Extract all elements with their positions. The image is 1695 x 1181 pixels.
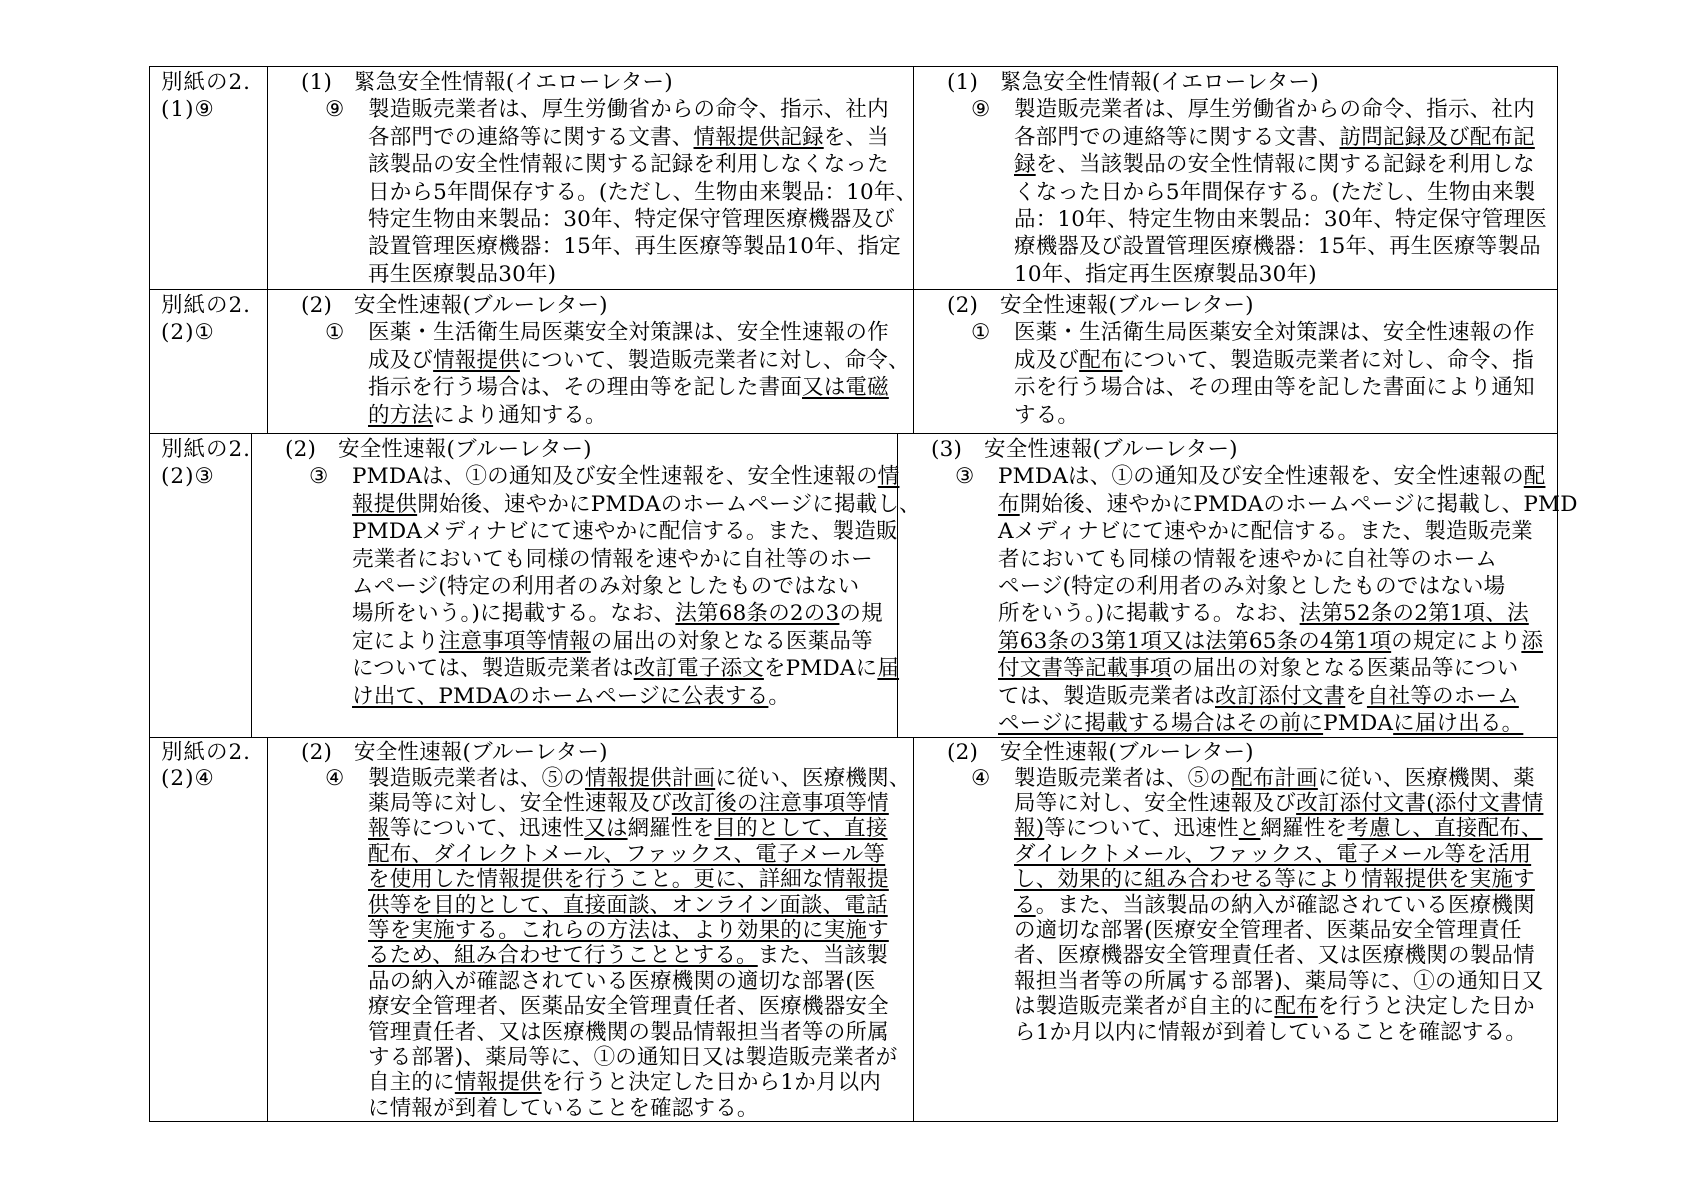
- text-segment: 網羅性を: [1260, 816, 1348, 842]
- text-line: [1014, 994, 1557, 1019]
- text-segment: により通知する。: [433, 402, 607, 428]
- underlined-change: ページに掲載する場合はその前に: [998, 710, 1324, 736]
- current-text-cell: [898, 434, 1578, 737]
- text-line: 医薬・生活衛生局医薬安全対策課は、安全性速報の作: [1014, 320, 1535, 346]
- text-line: [368, 867, 913, 892]
- underlined-change: 届: [877, 656, 900, 682]
- current-text-cell: [914, 67, 1557, 289]
- section-heading: [898, 436, 1578, 463]
- underlined-change: 又は電磁: [802, 375, 889, 401]
- section-title: 緊急安全性情報(イエローレター): [354, 70, 673, 95]
- underlined-change: 自社等のホーム: [1366, 683, 1519, 709]
- underlined-change: 配布: [1079, 347, 1123, 373]
- text-segment: 局等に対し、安全性速報及び: [1014, 791, 1297, 817]
- text-segment: 各部門での連絡等に関する文書、: [368, 124, 694, 150]
- text-line: [998, 683, 1578, 710]
- underlined-change: 改訂添付文書(添付文書情: [1296, 791, 1544, 817]
- cell-content: [252, 434, 921, 710]
- underlined-change: 等を実施する。これらの方法は、より効果的に実施す: [368, 918, 889, 944]
- text-line: 者においても同様の情報を速やかに自社等のホーム: [998, 546, 1498, 572]
- text-line: 日から5年間保存する。(ただし、生物由来製品：10年、: [368, 179, 918, 205]
- text-segment: については、製造販売業者は: [352, 656, 634, 682]
- text-line: [352, 628, 897, 655]
- underlined-change: を使用した情報提供を行うこと。更に、詳細な情報提: [368, 867, 889, 893]
- text-segment: をPMDAに: [763, 656, 878, 682]
- underlined-change: 録: [1014, 152, 1036, 178]
- reference-label: (2)④: [161, 765, 215, 791]
- table-row: [150, 737, 1557, 1121]
- item-body: [914, 96, 1557, 288]
- text-segment: を、当: [823, 124, 889, 150]
- section-heading: [252, 436, 897, 463]
- underlined-change: 注意事項等情報: [438, 628, 591, 654]
- section-heading: [914, 292, 1557, 319]
- section-heading: [914, 740, 1557, 765]
- text-line: 品の納入が確認されている医療機関の適切な部署(医: [368, 968, 876, 994]
- text-line: 者、医療機器安全管理責任者、又は医療機関の製品情: [1014, 943, 1535, 969]
- table-row: [150, 433, 1578, 737]
- text-segment: 開始後、速やかにPMDAのホームページに掲載し、PMD: [1019, 491, 1578, 517]
- text-segment: 各部門での連絡等に関する文書、: [1014, 124, 1340, 150]
- text-line: [1014, 893, 1557, 918]
- cell-content: [268, 290, 913, 429]
- text-segment: を、当該製品の安全性情報に関する記録を利用しな: [1035, 152, 1535, 178]
- underlined-change: 目的として、直接: [714, 816, 888, 842]
- text-line: [368, 124, 913, 151]
- text-segment: を: [1345, 683, 1367, 709]
- underlined-change: 情報提供: [454, 1070, 542, 1096]
- revised-text-cell: [268, 738, 914, 1121]
- section-title: 安全性速報(ブルーレター): [984, 437, 1238, 462]
- text-segment: 開始後、速やかにPMDAのホームページに掲載し、: [417, 491, 921, 517]
- underlined-change: 又は: [584, 816, 628, 842]
- table-row: [150, 289, 1557, 433]
- text-line: 療機器及び設置管理医療機器：15年、再生医療等製品: [1014, 234, 1541, 260]
- text-line: [368, 943, 913, 968]
- section-number: (3): [931, 437, 963, 462]
- text-line: [368, 402, 913, 429]
- section-number: (1): [947, 70, 979, 95]
- text-line: [368, 816, 913, 841]
- item-body: [268, 319, 913, 429]
- underlined-change: に届け出る。: [1393, 710, 1524, 736]
- text-line: PMDAメディナビにて速やかに配信する。また、製造販: [352, 519, 898, 545]
- text-line: 再生医療製品30年): [368, 261, 557, 287]
- text-segment: 。: [768, 683, 791, 709]
- reference-label: (1)⑨: [161, 97, 215, 123]
- table-row: [150, 67, 1557, 289]
- text-line: [352, 683, 897, 710]
- text-line: ムページ(特定の利用者のみ対象としたものではない: [352, 573, 860, 599]
- section-title: 緊急安全性情報(イエローレター): [1000, 70, 1319, 95]
- reference-label: 別紙の2.: [161, 293, 252, 318]
- reference-label: 別紙の2.: [161, 740, 252, 766]
- text-line: [368, 374, 913, 401]
- current-text-cell: [914, 290, 1557, 433]
- section-number: (1): [301, 70, 333, 95]
- text-segment: に従い、医療機関、薬: [1317, 765, 1535, 791]
- text-line: [368, 1070, 913, 1095]
- text-line: [368, 918, 913, 943]
- reference-label: 別紙の2.: [161, 70, 252, 95]
- text-line: の適切な部署(医療安全管理者、医薬品安全管理責任: [1014, 918, 1522, 944]
- underlined-change: 報): [1014, 816, 1045, 842]
- text-line: に情報が到着していることを確認する。: [368, 1095, 759, 1121]
- text-segment: 場所をいう。)に掲載する。なお、: [352, 601, 676, 627]
- text-line: [368, 347, 913, 374]
- section-number: (2): [301, 293, 333, 318]
- item-body: [898, 463, 1578, 737]
- underlined-change: 法第52条の2第1項、法: [1299, 601, 1529, 627]
- text-segment: について、製造販売業者に対し、命令、: [519, 347, 910, 373]
- text-line: 医薬・生活衛生局医薬安全対策課は、安全性速報の作: [368, 320, 889, 346]
- underlined-change: 布: [998, 491, 1020, 517]
- text-segment: 。また、当該製品の納入が確認されている医療機関: [1035, 892, 1535, 918]
- text-line: [1014, 766, 1557, 791]
- section-number: (2): [301, 740, 333, 766]
- text-segment: PMDAは、①の通知及び安全性速報を、安全性速報の: [998, 464, 1524, 490]
- section-number: (2): [285, 437, 317, 462]
- text-line: [998, 710, 1578, 737]
- underlined-change: 配布計画: [1231, 765, 1318, 791]
- item-body: [914, 766, 1557, 1045]
- text-line: 10年、指定再生医療製品30年): [1014, 261, 1317, 287]
- underlined-change: 情報提供: [433, 347, 520, 373]
- text-line: [368, 893, 913, 918]
- text-line: [1014, 347, 1557, 374]
- text-line: 製造販売業者は、厚生労働省からの命令、指示、社内: [368, 97, 889, 123]
- cell-content: [268, 67, 918, 288]
- section-heading: [268, 69, 913, 96]
- text-line: 設置管理医療機器：15年、再生医療等製品10年、指定: [368, 234, 901, 260]
- text-segment: の届出の対象となる医薬品等につい: [1171, 656, 1519, 682]
- text-segment: 指示を行う場合は、その理由等を記した書面: [368, 375, 803, 401]
- item-number: ④: [325, 765, 345, 791]
- text-segment: ては、製造販売業者は: [998, 683, 1216, 709]
- text-segment: の規定により: [1391, 628, 1522, 654]
- text-line: 療安全管理者、医薬品安全管理責任者、医療機器安全: [368, 994, 889, 1020]
- underlined-change: ダイレクトメール、ファックス、電子メール等を活用: [1014, 841, 1532, 867]
- text-line: [998, 463, 1578, 490]
- text-line: [998, 491, 1578, 518]
- text-segment: の届出の対象となる医薬品等: [590, 628, 873, 654]
- text-segment: に従い、医療機関、: [715, 765, 911, 791]
- underlined-change: け出て、PMDAのホームページに公表する: [352, 683, 769, 709]
- text-segment: を行うと決定した日から1か月以内: [541, 1070, 882, 1096]
- section-title: 安全性速報(ブルーレター): [354, 740, 608, 766]
- text-line: [368, 766, 913, 791]
- text-line: 管理責任者、又は医療機関の製品情報担当者等の所属: [368, 1019, 889, 1045]
- text-line: [1014, 816, 1557, 841]
- text-segment: 等について、迅速性: [389, 816, 585, 842]
- underlined-change: 情: [877, 464, 900, 490]
- underlined-change: し、効果的に組み合わせる等により情報提供を実施す: [1014, 867, 1535, 893]
- underlined-change: 第63条の3第1項又は法第65条の4第1項: [998, 628, 1392, 654]
- text-line: [352, 491, 921, 518]
- text-line: [368, 842, 913, 867]
- text-segment: 成及び: [1014, 347, 1080, 373]
- text-line: ページ(特定の利用者のみ対象としたものではない場: [998, 573, 1506, 599]
- text-line: 示を行う場合は、その理由等を記した書面により通知: [1014, 375, 1535, 401]
- text-segment: PMDAは、①の通知及び安全性速報を、安全性速報の: [352, 464, 878, 490]
- cell-content: [914, 67, 1557, 288]
- text-segment: 成及び: [368, 347, 434, 373]
- reference-cell: [150, 67, 268, 289]
- text-line: [1014, 867, 1557, 892]
- section-heading: [268, 740, 913, 765]
- text-segment: 製造販売業者は、⑤の: [368, 765, 586, 791]
- underlined-change: 報提供: [352, 491, 418, 517]
- text-segment: 定により: [352, 628, 439, 654]
- underlined-change: 訪問記録及び配布記: [1339, 124, 1535, 150]
- revised-text-cell: [252, 434, 921, 737]
- text-segment: について、製造販売業者に対し、命令、指: [1122, 347, 1534, 373]
- underlined-change: 改訂添付文書: [1215, 683, 1346, 709]
- text-line: ら1か月以内に情報が到着していることを確認する。: [1014, 1019, 1527, 1045]
- item-number: ④: [971, 765, 991, 791]
- item-number: ③: [309, 464, 329, 490]
- section-number: (2): [947, 740, 979, 766]
- text-line: 品：10年、特定生物由来製品：30年、特定保守管理医: [1014, 206, 1547, 232]
- reference-label: 別紙の2.: [161, 437, 252, 462]
- underlined-change: 法第68条の2の3: [675, 601, 840, 627]
- text-line: 製造販売業者は、厚生労働省からの命令、指示、社内: [1014, 97, 1535, 123]
- text-line: [368, 791, 913, 816]
- underlined-change: 添: [1521, 628, 1544, 654]
- text-segment: 製造販売業者は、⑤の: [1014, 765, 1232, 791]
- text-line: する部署)、薬局等に、①の通知日又は製造販売業者が: [368, 1044, 898, 1070]
- underlined-change: 的方法: [368, 402, 434, 428]
- text-segment: 薬局等に対し、安全性速報及び: [368, 791, 672, 817]
- reference-label: (2)①: [161, 320, 215, 346]
- current-text-cell: [914, 738, 1557, 1121]
- reference-cell: [150, 738, 268, 1121]
- underlined-change: 配布: [1274, 994, 1318, 1020]
- underlined-change: 改訂電子添文: [633, 656, 764, 682]
- section-title: 安全性速報(ブルーレター): [1000, 293, 1254, 318]
- text-line: する。: [1014, 402, 1080, 428]
- underlined-change: 供等を目的として、直接面談、オンライン面談、電話: [368, 892, 888, 918]
- item-body: [914, 319, 1557, 429]
- item-number: ⑨: [325, 97, 345, 123]
- cell-content: [898, 434, 1578, 737]
- text-line: [998, 600, 1578, 627]
- underlined-change: 報: [368, 816, 390, 842]
- item-body: [268, 766, 913, 1121]
- underlined-change: 配布、ダイレクトメール、ファックス、電子メール等: [368, 841, 886, 867]
- text-segment: 等について、迅速性: [1044, 816, 1239, 842]
- text-line: [352, 463, 900, 490]
- comparison-table: [149, 66, 1578, 1122]
- section-heading: [914, 69, 1557, 96]
- section-title: 安全性速報(ブルーレター): [354, 293, 608, 318]
- text-segment: は製造販売業者が自主的に: [1014, 994, 1275, 1020]
- text-line: [1014, 842, 1557, 867]
- text-line: [352, 655, 900, 682]
- underlined-change: 付文書等記載事項: [998, 656, 1172, 682]
- item-body: [252, 463, 921, 710]
- text-line: [998, 655, 1578, 682]
- reference-cell: [150, 290, 268, 433]
- underlined-change: 配: [1523, 464, 1546, 490]
- section-number: (2): [947, 293, 979, 318]
- item-number: ①: [325, 320, 345, 346]
- text-line: 該製品の安全性情報に関する記録を利用しなくなった: [368, 152, 889, 178]
- underlined-change: るため、組み合わせて行うこととする。: [368, 943, 758, 969]
- item-body: [268, 96, 918, 288]
- text-segment: を行うと決定した日か: [1317, 994, 1535, 1020]
- section-title: 安全性速報(ブルーレター): [338, 437, 592, 462]
- text-line: [1014, 791, 1557, 816]
- item-number: ⑨: [971, 97, 991, 123]
- text-line: [352, 600, 897, 627]
- text-segment: 網羅性を: [627, 816, 715, 842]
- text-segment: 所をいう。)に掲載する。なお、: [998, 601, 1300, 627]
- underlined-change: 考慮し、直接配布、: [1347, 816, 1543, 842]
- text-segment: 自主的に: [368, 1070, 455, 1096]
- text-segment: の規: [839, 601, 883, 627]
- text-line: くなった日から5年間保存する。(ただし、生物由来製: [1014, 179, 1536, 205]
- text-line: 特定生物由来製品：30年、特定保守管理医療機器及び: [368, 206, 895, 232]
- item-number: ①: [971, 320, 991, 346]
- text-line: Aメディナビにて速やかに配信する。また、製造販売業: [998, 519, 1533, 545]
- text-line: [998, 628, 1578, 655]
- text-line: 売業者においても同様の情報を速やかに自社等のホー: [352, 546, 873, 572]
- underlined-change: 改訂後の注意事項等情: [671, 791, 889, 817]
- revised-text-cell: [268, 67, 918, 289]
- cell-content: [914, 738, 1557, 1045]
- revised-text-cell: [268, 290, 914, 433]
- text-line: [1014, 151, 1557, 178]
- text-segment: PMDA: [1323, 710, 1394, 736]
- item-number: ③: [955, 464, 975, 490]
- reference-label: (2)③: [161, 464, 215, 490]
- text-line: 報担当者等の所属する部署)、薬局等に、①の通知日又: [1014, 968, 1544, 994]
- underlined-change: 情報提供記録: [693, 124, 824, 150]
- cell-content: [914, 290, 1557, 429]
- underlined-change: 情報提供計画: [585, 765, 716, 791]
- cell-content: [268, 738, 913, 1121]
- underlined-change: る: [1014, 892, 1036, 918]
- section-title: 安全性速報(ブルーレター): [1000, 740, 1254, 766]
- text-line: [1014, 124, 1557, 151]
- reference-cell: [150, 434, 252, 737]
- underlined-change: と: [1238, 816, 1261, 842]
- text-segment: また、当該製: [757, 943, 888, 969]
- section-heading: [268, 292, 913, 319]
